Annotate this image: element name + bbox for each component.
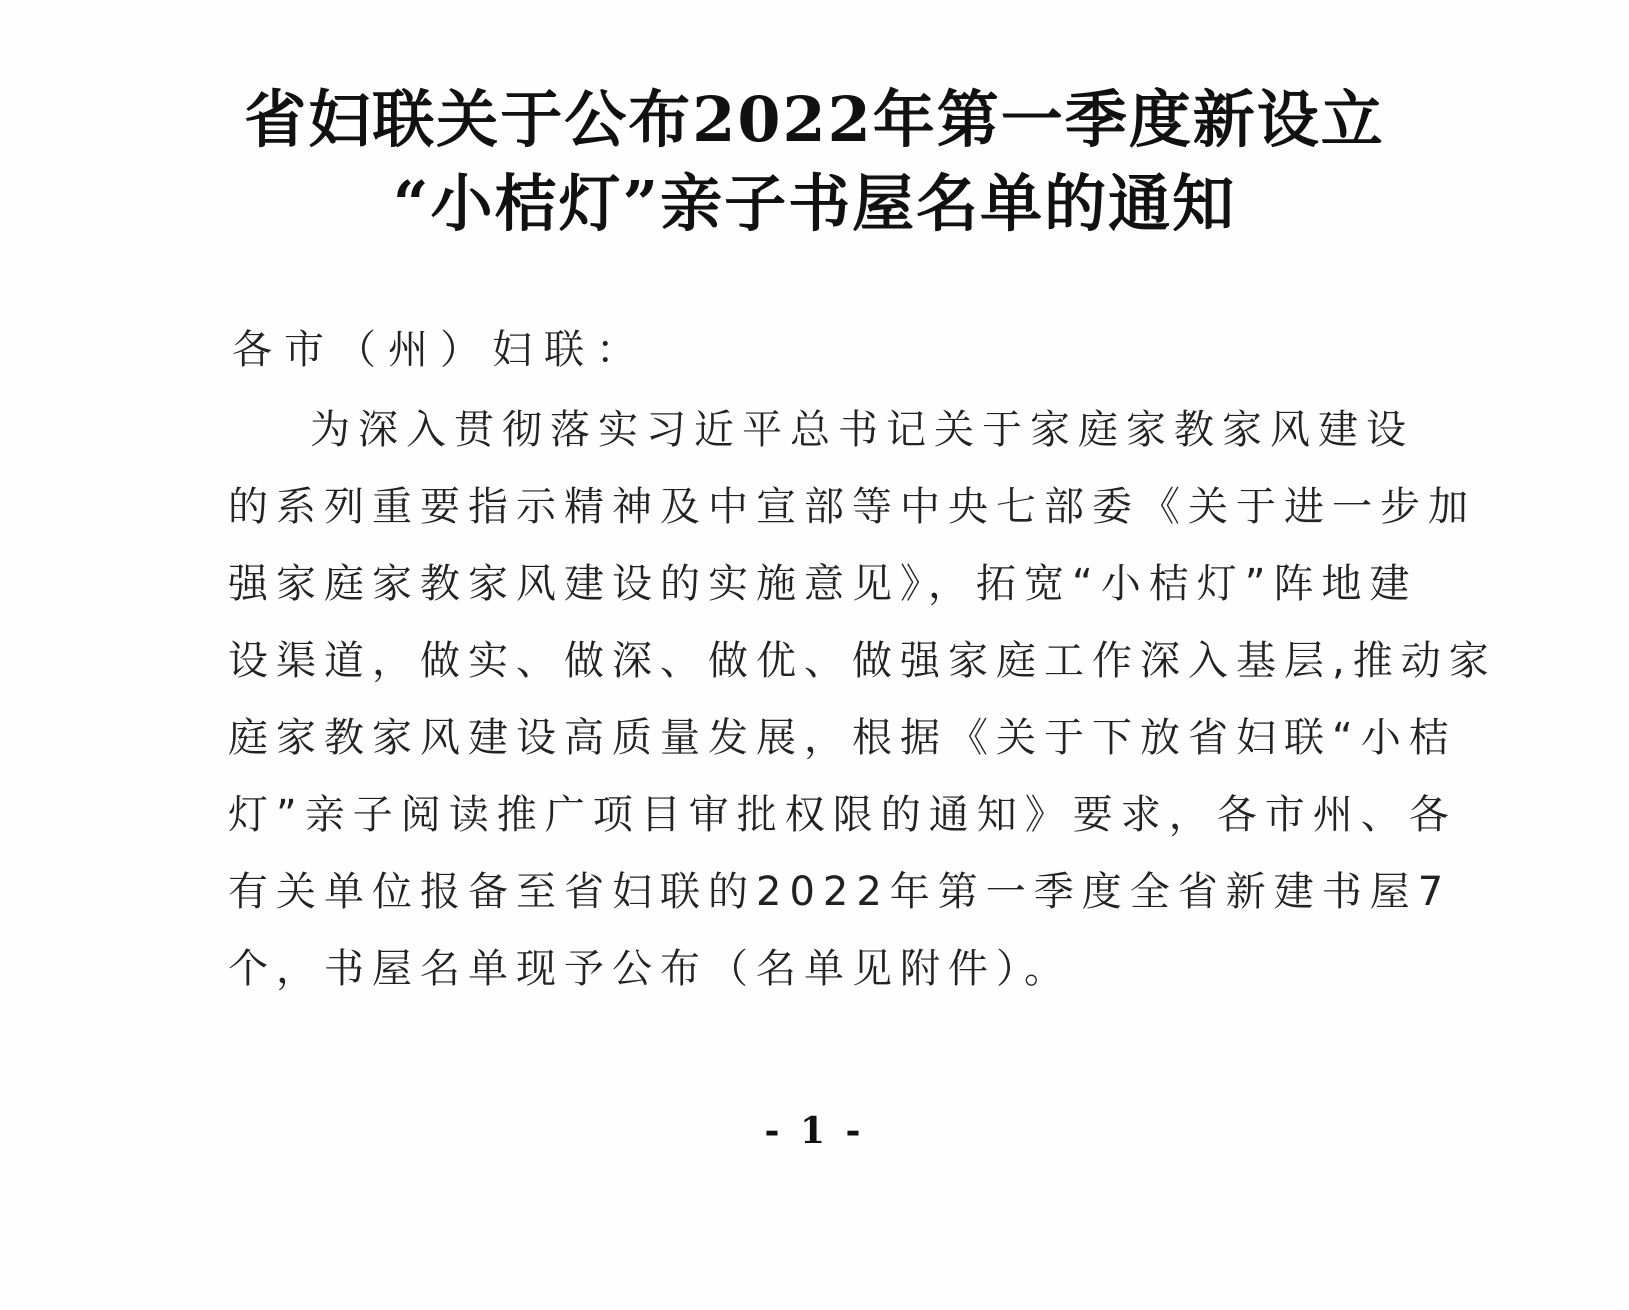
- body-line: 强家庭家教家风建设的实施意见》，拓宽“小桔灯”阵地建: [228, 561, 1418, 607]
- document-title: [0, 78, 1629, 246]
- body-line: 个，书屋名单现予公布（名单见附件）。: [228, 946, 1072, 992]
- body-paragraph: [228, 392, 1497, 1008]
- body-line: 灯”亲子阅读推广项目审批权限的通知》要求，各市州、各: [228, 792, 1457, 838]
- salutation: 各市（州）妇联：: [232, 327, 648, 373]
- body-line: 的系列重要指示精神及中宣部等中央七部委《关于进一步加: [228, 484, 1476, 530]
- page-number: - 1 -: [764, 1110, 865, 1152]
- body-line: 设渠道，做实、做深、做优、做强家庭工作深入基层,推动家: [228, 638, 1497, 684]
- title-line-1: 省妇联关于公布2022年第一季度新设立: [244, 83, 1385, 156]
- body-line: 庭家教家风建设高质量发展，根据《关于下放省妇联“小桔: [228, 715, 1457, 761]
- title-line-2: “小桔灯”亲子书屋名单的通知: [392, 167, 1237, 240]
- body-line: 有关单位报备至省妇联的2022年第一季度全省新建书屋7: [228, 869, 1452, 915]
- body-line: 为深入贯彻落实习近平总书记关于家庭家教家风建设: [310, 407, 1414, 453]
